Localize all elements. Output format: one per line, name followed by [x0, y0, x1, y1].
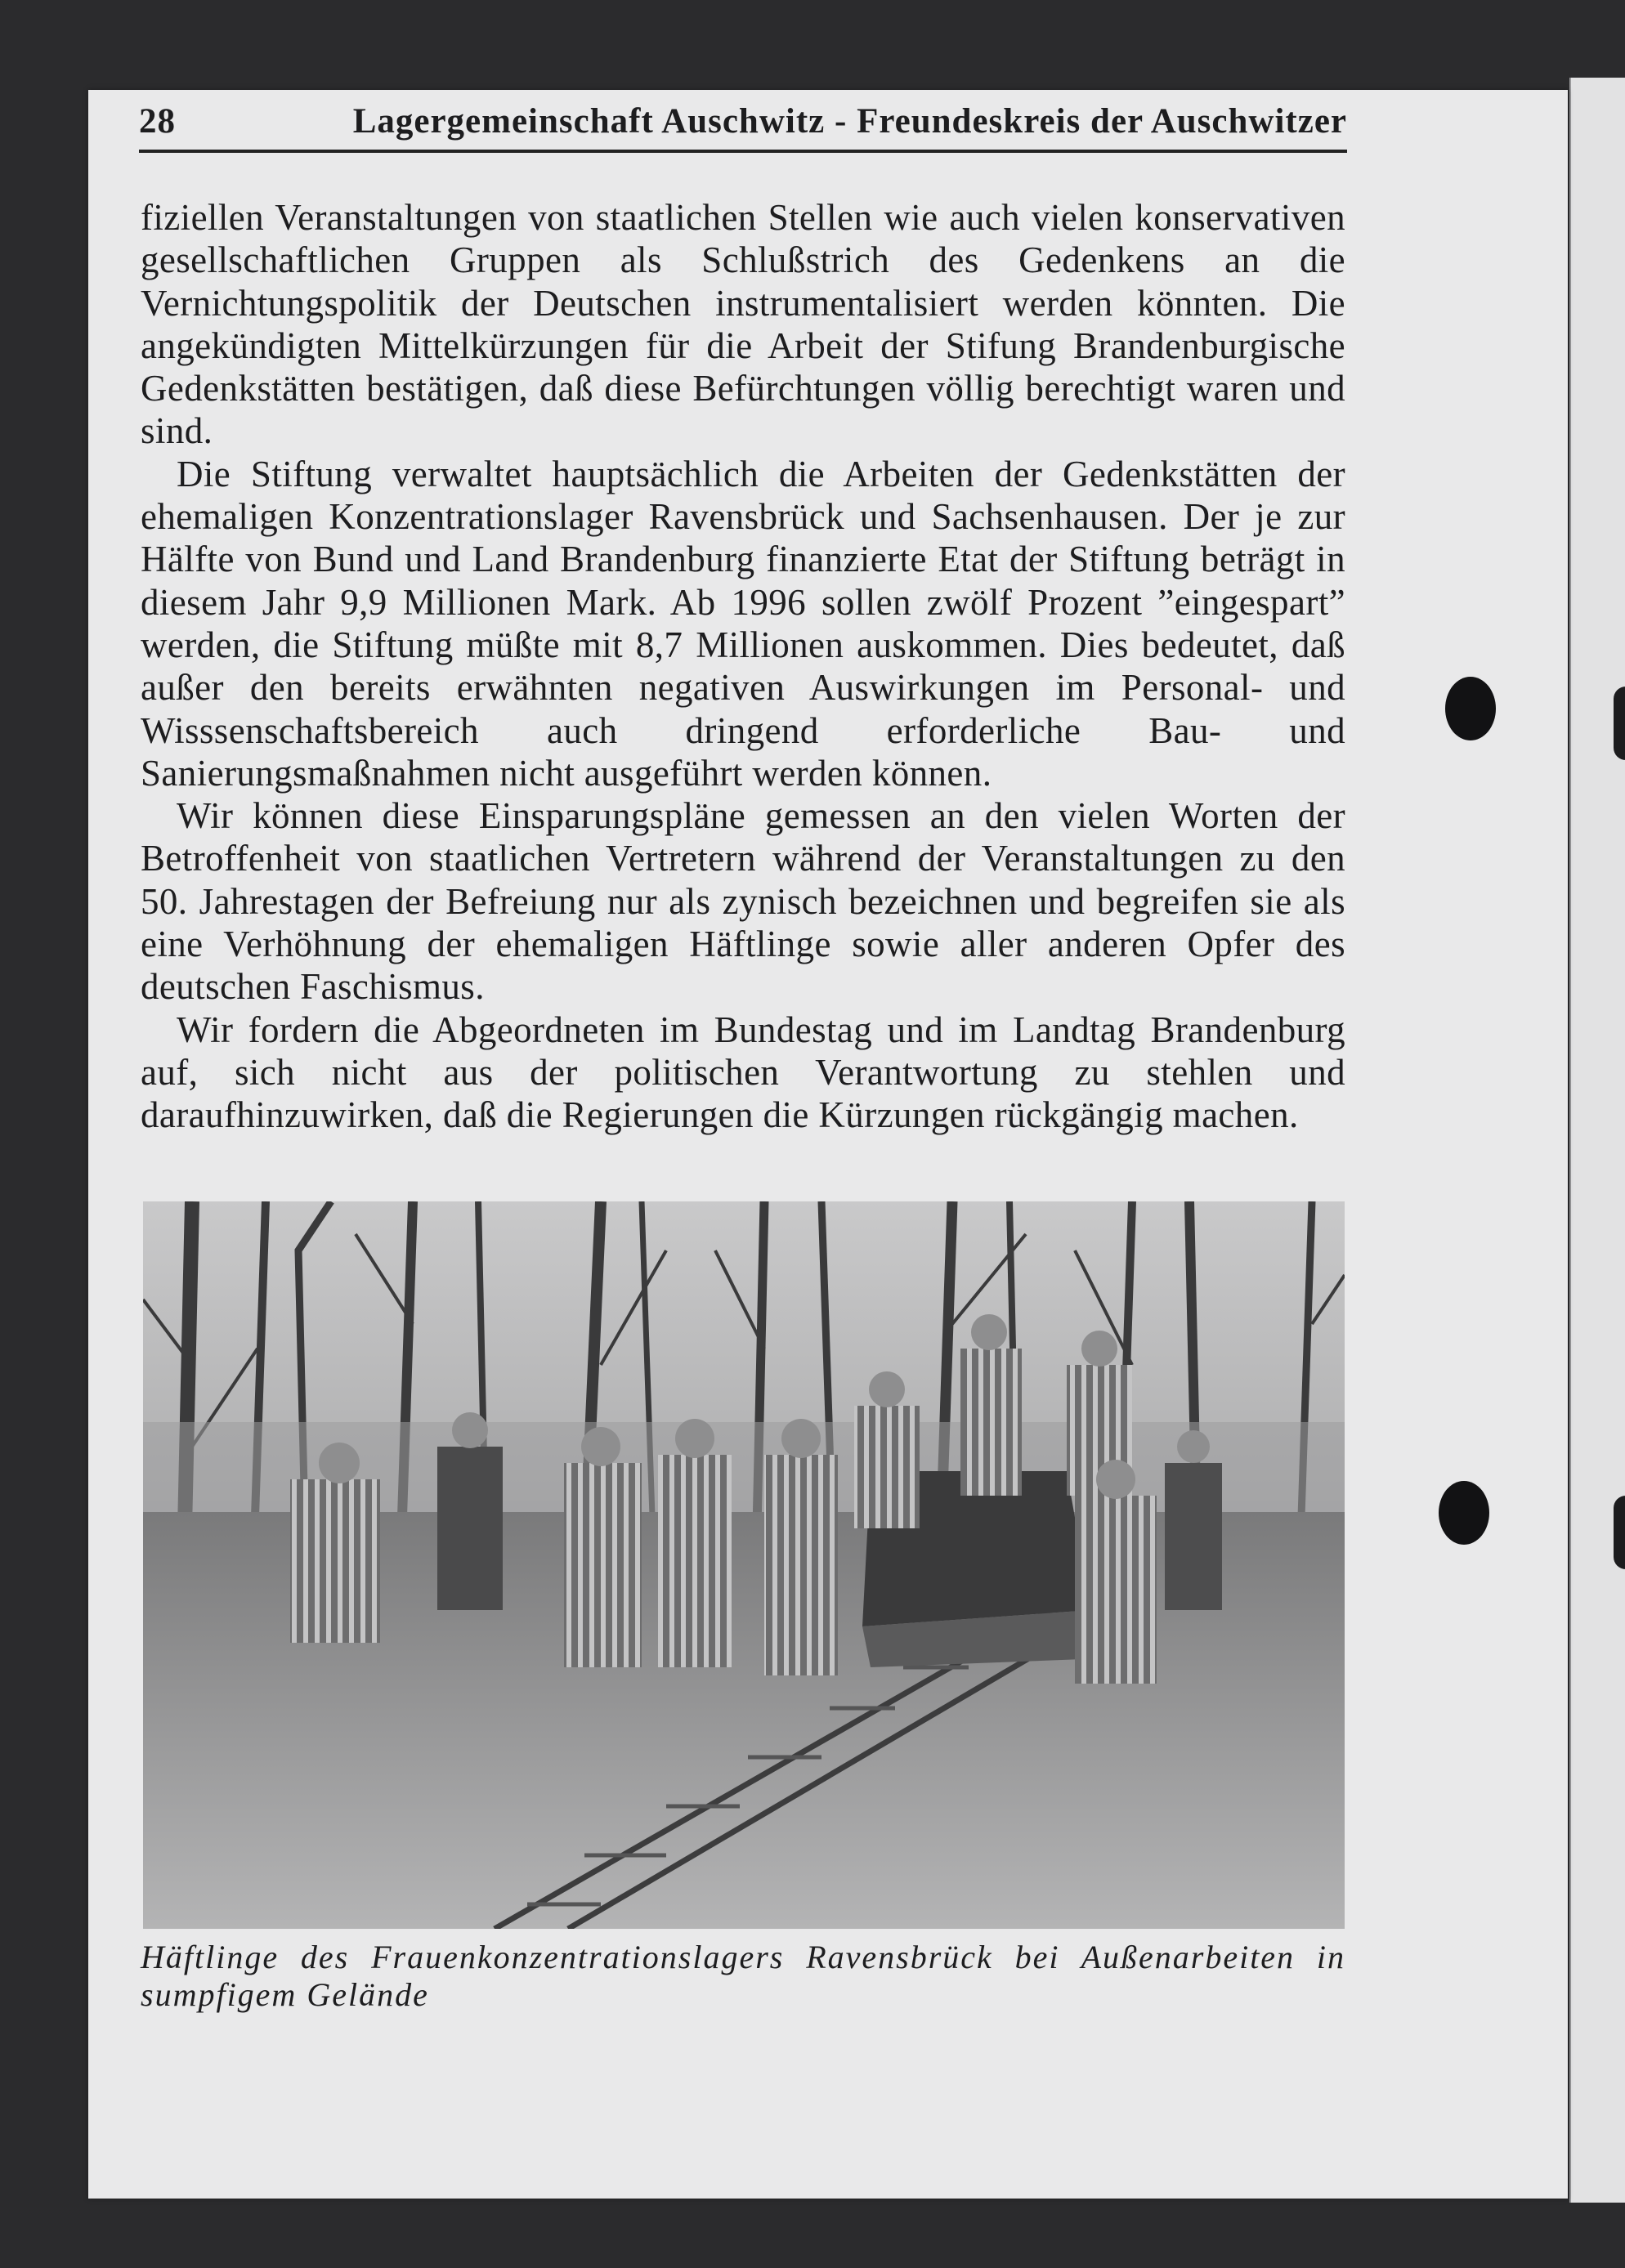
next-page-punch-hole: [1614, 687, 1625, 760]
paragraph: fiziellen Veranstaltungen von staatlichen Stellen wie auch vielen konservativen gesellschaftlichen Gruppen als Schlußstrich des Gedenkens an die Vernichtungspolitik der Deutschen instrumentalisiert werden könnten. Die angekündigten Mittelkürzungen für die Arbeit der Stifung Brandenburgische Gedenkstätten bestätigen, daß diese Befürchtungen völlig berechtigt waren und sind.: [141, 197, 1345, 452]
running-title: Lagergemeinschaft Auschwitz - Freundeskreis der Auschwitzer: [352, 102, 1347, 141]
photo-caption: Häftlinge des Frauenkonzentrationslagers Ravensbrück bei Außenarbeiten in sumpfigem Gelände: [141, 1939, 1345, 2013]
paragraph: Die Stiftung verwaltet hauptsächlich die Arbeiten der Gedenkstätten der ehemaligen Konzentrationslager Ravensbrück und Sachsenhausen. Der je zur Hälfte von Bund und Land Brandenburg finanzierte Etat der Stiftung beträgt in diesem Jahr 9,9 Millionen Mark. Ab 1996 sollen zwölf Prozent ”eingespart” werden, die Stiftung müßte mit 8,7 Millionen auskommen. Dies bedeutet, daß außer den bereits erwähnten negativen Auswirkungen im Personal- und Wisssenschaftsbereich auch dringend erforderliche Bau- und Sanierungsmaßnahmen nicht ausgeführt werden können.: [141, 453, 1345, 794]
next-page-edge: [1569, 78, 1625, 2203]
punch-hole: [1445, 677, 1496, 740]
photo-icon: [143, 1201, 1345, 1929]
historical-photo: [143, 1201, 1345, 1929]
running-header: [139, 102, 1347, 153]
paragraph: Wir fordern die Abgeordneten im Bundestag und im Landtag Brandenburg auf, sich nicht aus der politischen Verantwortung zu stehlen und daraufhinzuwirken, daß die Regierungen die Kürzungen rückgängig machen.: [141, 1009, 1345, 1136]
punch-hole: [1439, 1481, 1489, 1545]
body-text: [141, 196, 1345, 1137]
paragraph: Wir können diese Einsparungspläne gemessen an den vielen Worten der Betroffenheit von staatlichen Vertretern während der Veranstaltungen zu den 50. Jahrestagen der Befreiung nur als zynisch bezeichnen und begreifen sie als eine Verhöhnung der ehemaligen Häftlinge sowie aller anderen Opfer des deutschen Faschismus.: [141, 795, 1345, 1008]
next-page-punch-hole: [1614, 1496, 1625, 1569]
page-number: 28: [139, 102, 176, 141]
